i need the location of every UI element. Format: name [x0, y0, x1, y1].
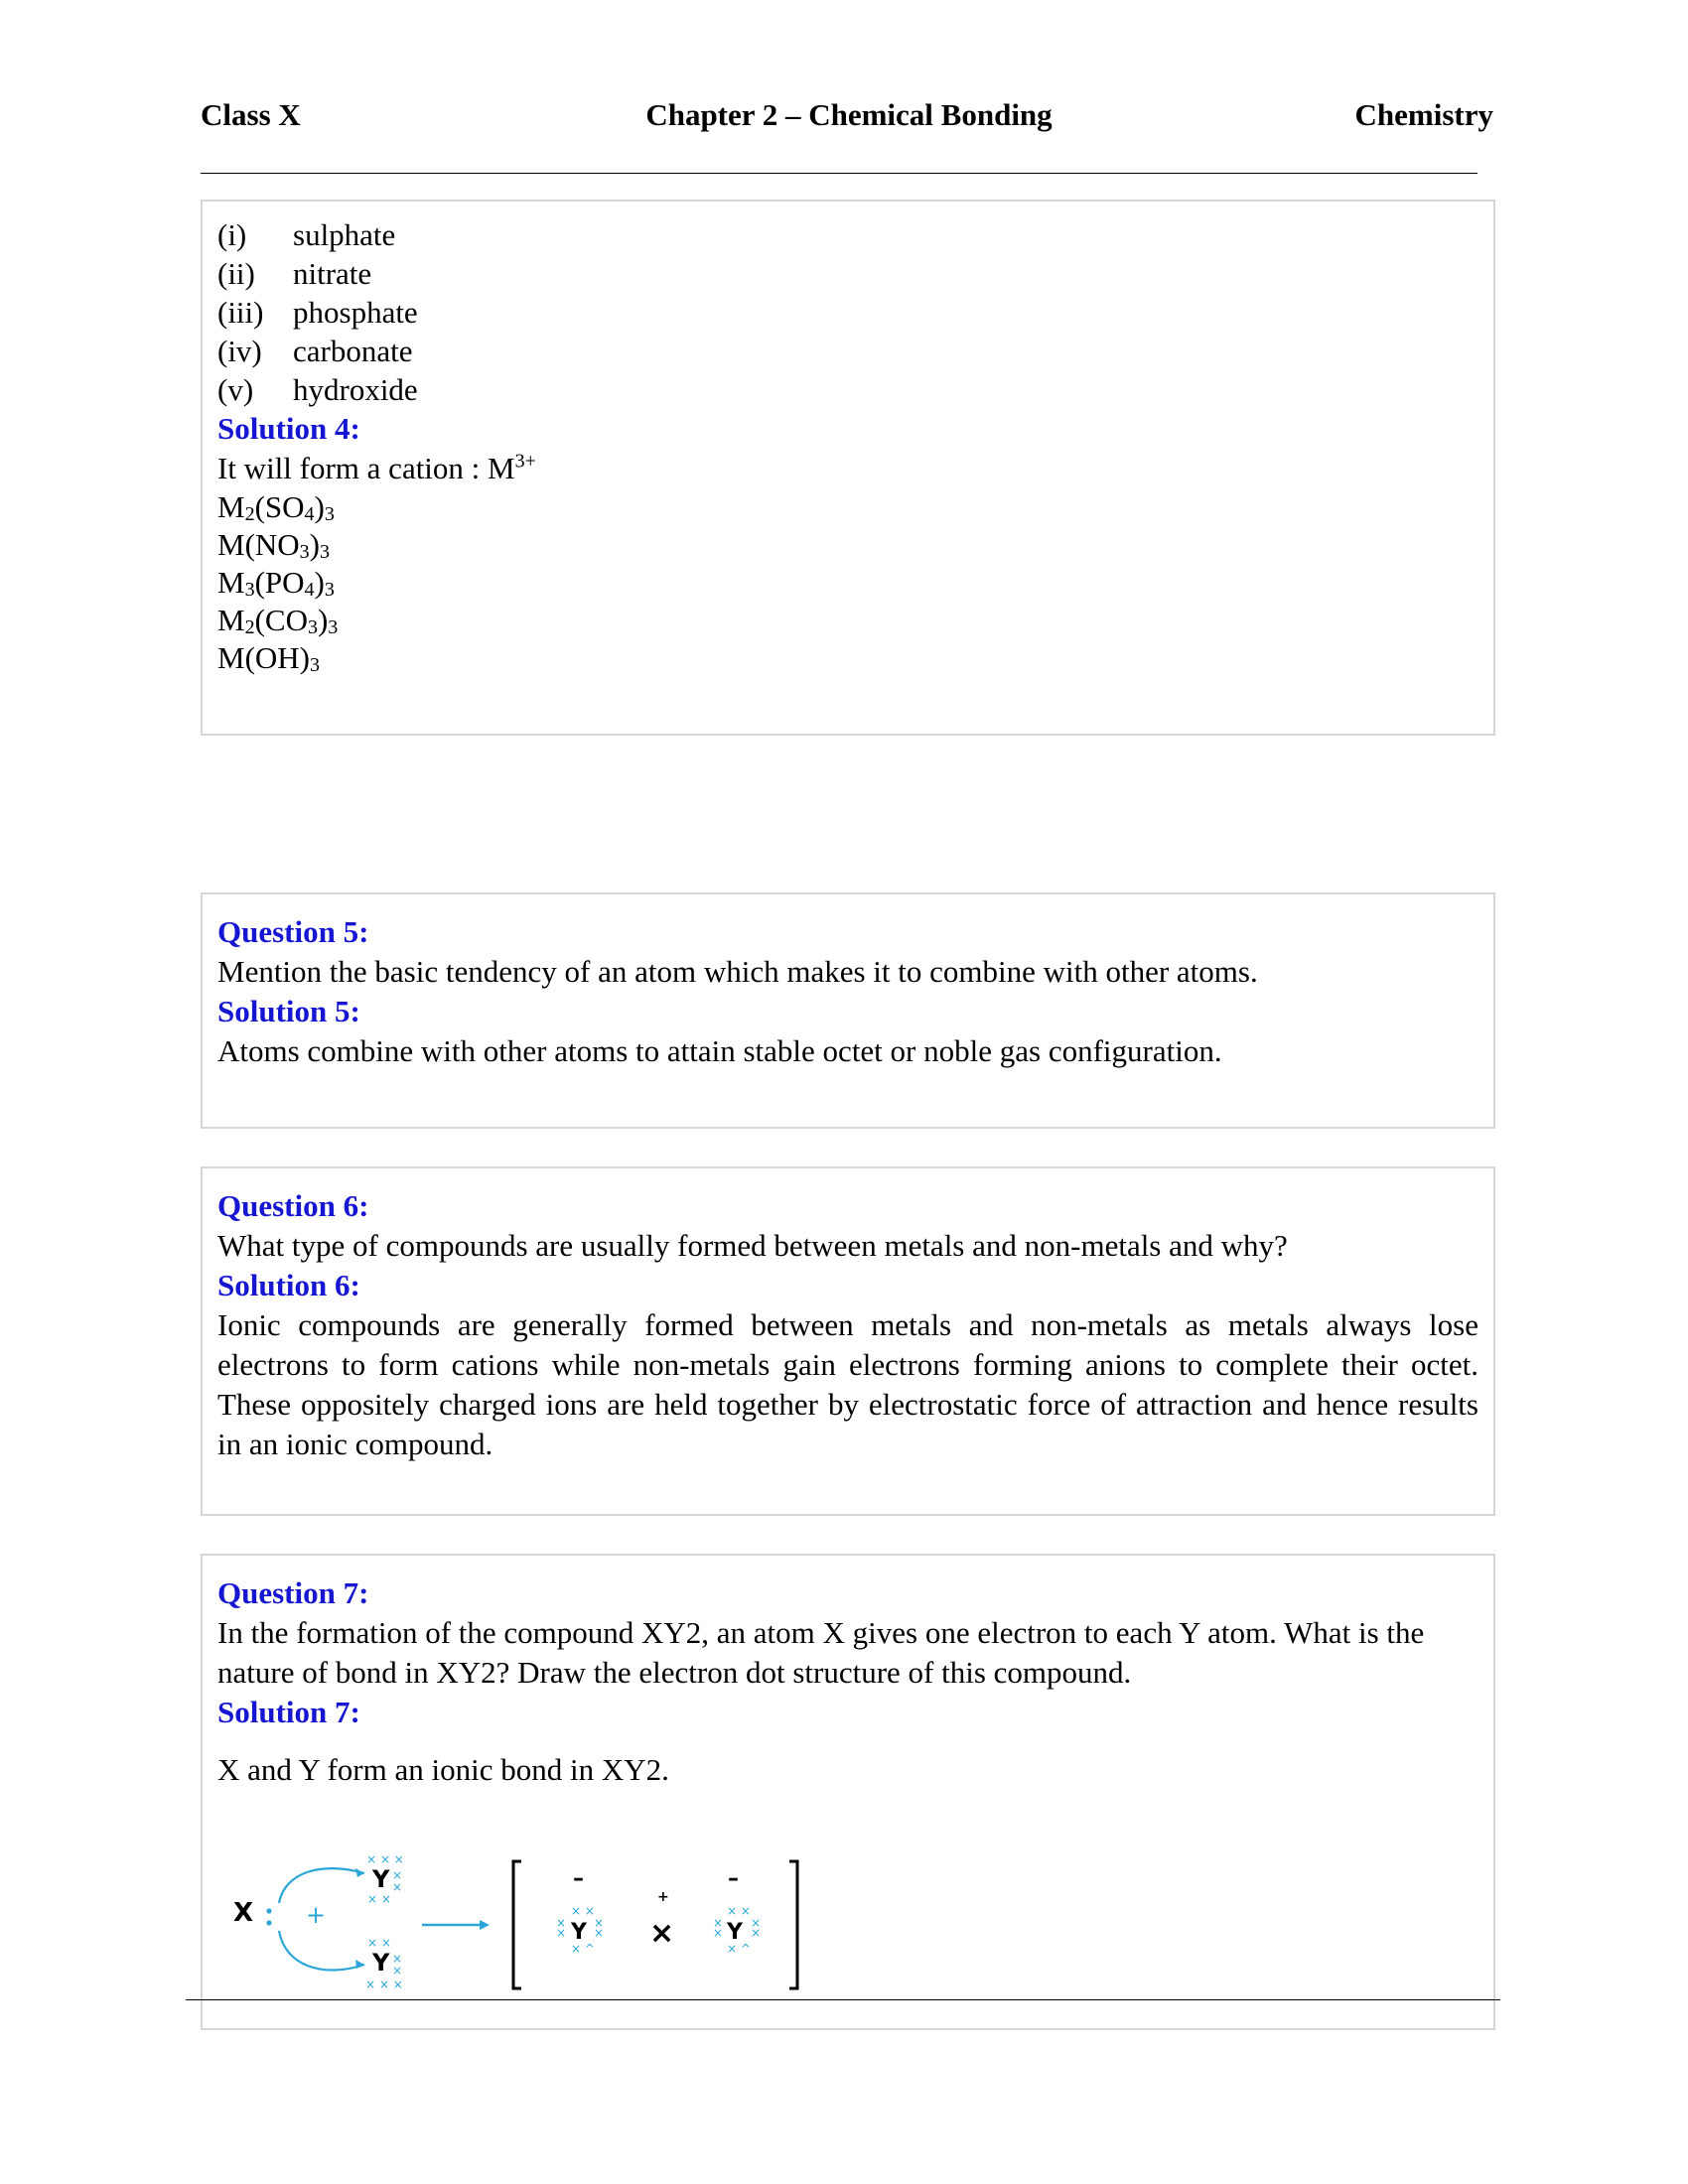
y-atom-lower: Y: [372, 1949, 390, 1977]
question-7-text: In the formation of the compound XY2, an atom X gives one electron to each Y atom. What is the nature of bond in XY2? Draw the electron dot structure of this compound.: [217, 1615, 1425, 1690]
x-electron-dot: [266, 1920, 271, 1925]
footer-rule: [186, 1999, 1500, 2000]
question-6-box: [201, 1166, 1495, 1516]
solution-6-text: Ionic compounds are generally formed between metals and non-metals as metals always lose electrons to form cations while non-metals gain electrons forming anions to complete their octet. These oppositely charged ions are held together by electrostatic force of attraction and hence results in an ionic compound.: [217, 1307, 1478, 1461]
question-5-box: [201, 892, 1495, 1129]
y-electrons-ion: ×: [751, 1926, 762, 1940]
cation-charge: 3+: [514, 450, 536, 473]
header-subject: Chemistry: [1354, 97, 1493, 132]
y-electrons-lower: ×: [392, 1952, 403, 1966]
y-ion-left: Y: [571, 1920, 587, 1945]
y-electrons-ion: ×: [713, 1916, 724, 1930]
cation-text: It will form a cation : M: [217, 451, 515, 485]
list-text: carbonate: [293, 334, 413, 368]
formula-line: $M(OH)_3$: [217, 640, 320, 676]
y-electrons-upper: × ×: [367, 1892, 391, 1906]
list-number: (i): [217, 217, 247, 252]
y-electrons-ion: × ×: [727, 1904, 751, 1918]
anion-list: [217, 215, 1478, 409]
electron-dot-diagram: [223, 1851, 839, 1995]
header-rule: [201, 173, 1477, 174]
question-5-text: Mention the basic tendency of an atom which makes it to combine with other atoms.: [217, 954, 1258, 989]
y-electrons-ion: ×: [751, 1916, 762, 1930]
right-bracket: [789, 1861, 797, 1988]
y-electrons-lower: ×: [392, 1964, 403, 1978]
formula-line: $M_2(SO_4)_3$: [217, 489, 335, 525]
list-number: (v): [217, 372, 254, 407]
cation-charge-plus: +: [657, 1889, 669, 1905]
solution-5-label: Solution 5:: [217, 994, 360, 1028]
list-item: [217, 370, 1478, 409]
header-class: Class X: [201, 97, 301, 132]
solution-7-label: Solution 7:: [217, 1695, 360, 1729]
solution-6-label: Solution 6:: [217, 1268, 360, 1302]
arrowhead-top: [355, 1868, 364, 1877]
solution-7-text: X and Y form an ionic bond in XY2.: [217, 1752, 669, 1787]
list-text: sulphate: [293, 217, 396, 252]
y-electrons-ion: × ×: [571, 1904, 595, 1918]
x-ion: ×: [649, 1916, 675, 1951]
y-ion-right: Y: [727, 1920, 743, 1945]
list-text: phosphate: [293, 295, 418, 330]
y-atom-upper: Y: [372, 1865, 390, 1893]
y-electrons-ion: ×: [556, 1926, 567, 1940]
list-item: [217, 215, 1478, 254]
y-electrons-upper: × × ×: [366, 1852, 404, 1866]
solution-4-box: [201, 200, 1495, 736]
list-text: hydroxide: [293, 372, 418, 407]
formula-line: $M(NO_3)_3$: [217, 527, 330, 563]
formula-line: $M_3(PO_4)_3$: [217, 565, 335, 601]
anion-charge: –: [728, 1866, 739, 1891]
y-electrons-upper: ×: [392, 1880, 403, 1894]
y-electrons-lower: × ×: [367, 1936, 391, 1950]
plus-sign: +: [306, 1901, 327, 1929]
y-electrons-ion: ×: [713, 1926, 724, 1940]
anion-charge: –: [573, 1866, 584, 1891]
y-electrons-ion: ×: [556, 1916, 567, 1930]
list-number: (iv): [217, 334, 262, 368]
y-electrons-lower: × × ×: [365, 1978, 403, 1991]
list-item: [217, 332, 1478, 370]
transfer-arrow-bottom: [279, 1931, 364, 1971]
question-5-label: Question 5:: [217, 914, 369, 949]
question-6-label: Question 6:: [217, 1188, 369, 1223]
question-6-text: What type of compounds are usually formed between metals and non-metals and why?: [217, 1228, 1288, 1263]
reaction-arrowhead: [480, 1920, 490, 1930]
y-electrons-upper: ×: [392, 1868, 403, 1882]
header-chapter: Chapter 2 – Chemical Bonding: [645, 97, 1053, 132]
list-number: (iii): [217, 295, 264, 330]
list-item: [217, 254, 1478, 293]
list-text: nitrate: [293, 256, 372, 291]
transfer-arrow-top: [279, 1868, 364, 1903]
list-number: (ii): [217, 256, 255, 291]
arrowhead-bottom: [355, 1960, 364, 1969]
solution-4-label: Solution 4:: [217, 411, 360, 446]
y-electrons-ion: × ^: [727, 1942, 751, 1956]
y-electrons-ion: ×: [594, 1926, 605, 1940]
x-electron-dot: [266, 1908, 271, 1913]
y-electrons-ion: ×: [594, 1916, 605, 1930]
cation-statement: [217, 449, 1478, 488]
left-bracket: [513, 1861, 521, 1988]
list-item: [217, 293, 1478, 332]
formula-line: $M_2(CO_3)_3$: [217, 603, 339, 638]
question-7-label: Question 7:: [217, 1575, 369, 1610]
x-atom-label: X: [233, 1898, 254, 1928]
y-electrons-ion: × ^: [571, 1942, 595, 1956]
solution-5-text: Atoms combine with other atoms to attain stable octet or noble gas configuration.: [217, 1033, 1222, 1068]
